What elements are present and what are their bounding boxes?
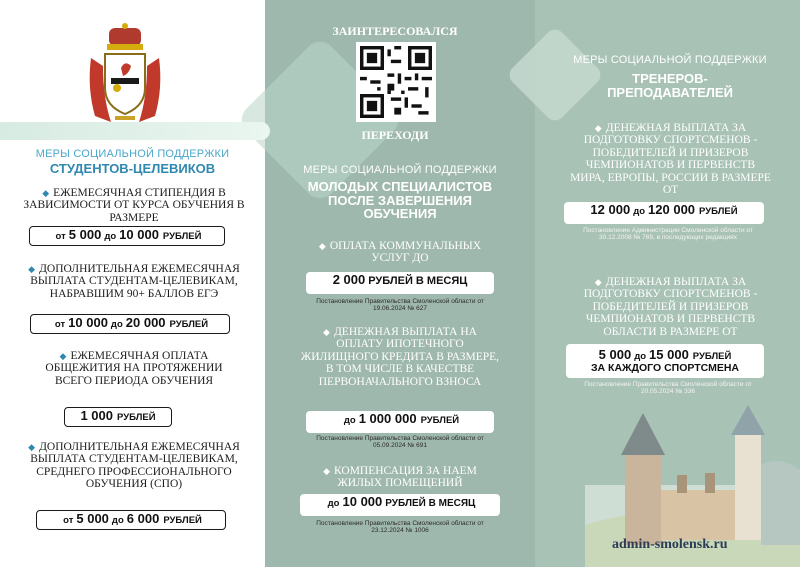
amount-unit: РУБЛЕЙ	[699, 206, 738, 217]
amount-to-word: до	[111, 515, 124, 526]
amount-from-word: от	[55, 231, 66, 242]
item-title-text: ЕЖЕМЕСЯЧНАЯ ОПЛАТА ОБЩЕЖИТИЯ НА ПРОТЯЖЕНИИ ВСЕГО ПЕРИОДА ОБУЧЕНИЯ	[45, 350, 223, 387]
amount-value: 1 000 000	[358, 411, 417, 426]
amount-from-word: от	[54, 319, 66, 330]
item-title-text: ДЕНЕЖНАЯ ВЫПЛАТА ЗА ПОДГОТОВКУ СПОРТСМЕНОВ - ПОБЕДИТЕЛЕЙ И ПРИЗЕРОВ ЧЕМПИОНАТОВ И ПЕРВЕНСТВ ОБЛАСТИ В РАЗМЕРЕ ОТ	[583, 276, 758, 338]
amount-to: 15 000	[649, 346, 689, 362]
amount-unit: РУБЛЕЙ	[420, 415, 460, 426]
middle-item-1-title	[300, 240, 500, 265]
amount-range-row	[599, 348, 732, 363]
amount-unit: РУБЛЕЙ	[692, 350, 732, 362]
middle-item-3-amount	[300, 494, 500, 516]
amount-from: 5 000	[598, 346, 632, 362]
item-title-text: ДЕНЕЖНАЯ ВЫПЛАТА НА ОПЛАТУ ИПОТЕЧНОГО ЖИЛИЩНОГО КРЕДИТА В РАЗМЕРЕ, В ТОМ ЧИСЛЕ В КАЧЕСТВЕ ПЕРВОНАЧАЛЬНОГО ВЗНОСА	[300, 326, 500, 388]
middle-section-title: МОЛОДЫХ СПЕЦИАЛИСТОВ ПОСЛЕ ЗАВЕРШЕНИЯ ОБУЧЕНИЯ	[307, 179, 493, 222]
diamond-bullet-icon: ◆	[28, 442, 36, 452]
middle-item-1-note: Постановление Правительства Смоленской области от 19.06.2024 № 627	[316, 298, 484, 313]
left-item-1-title	[20, 187, 248, 224]
amount-to: 20 000	[125, 315, 166, 330]
smolensk-coat-of-arms-logo	[85, 18, 165, 126]
diamond-bullet-icon: ◆	[594, 277, 602, 287]
right-item-1-note: Постановление Администрации Смоленской области от 30.12.2008 № 769, в последующих редакциях	[583, 227, 753, 242]
item-title-text: ДЕНЕЖНАЯ ВЫПЛАТА ЗА ПОДГОТОВКУ СПОРТСМЕНОВ - ПОБЕДИТЕЛЕЙ И ПРИЗЕРОВ ЧЕМПИОНАТОВ И ПЕРВЕНСТВ МИРА, ЕВРОПЫ, РОССИИ В РАЗМЕРЕ ОТ	[570, 122, 771, 197]
left-section-kicker: МЕРЫ СОЦИАЛЬНОЙ ПОДДЕРЖКИ	[35, 148, 230, 160]
right-section-title: ТРЕНЕРОВ-ПРЕПОДАВАТЕЛЕЙ	[607, 71, 733, 100]
left-item-3-amount	[64, 407, 172, 427]
qr-code[interactable]	[356, 42, 436, 122]
left-item-2-amount	[30, 314, 230, 334]
amount-to-word: до	[633, 206, 646, 217]
left-section-title: СТУДЕНТОВ-ЦЕЛЕВИКОВ	[49, 161, 216, 176]
amount-unit: РУБЛЕЙ В МЕСЯЦ	[385, 498, 476, 509]
left-item-3-title	[40, 350, 228, 387]
right-item-1-title	[568, 122, 773, 196]
amount-from: 5 000	[68, 227, 102, 242]
diamond-bullet-icon: ◆	[28, 264, 36, 274]
middle-item-2-note: Постановление Правительства Смоленской области от 05.09.2024 № 691	[316, 435, 484, 450]
right-section-kicker: МЕРЫ СОЦИАЛЬНОЙ ПОДДЕРЖКИ	[573, 54, 767, 66]
diamond-bullet-icon: ◆	[323, 327, 330, 337]
middle-item-2-amount	[306, 411, 494, 433]
site-watermark: admin-smolensk.ru	[612, 537, 728, 552]
diamond-bullet-icon: ◆	[42, 188, 50, 198]
amount-to-word: до	[634, 350, 647, 362]
amount-unit: РУБЛЕЙ	[162, 231, 202, 242]
amount-value: 2 000	[332, 272, 366, 287]
item-title-text: ДОПОЛНИТЕЛЬНАЯ ЕЖЕМЕСЯЧНАЯ ВЫПЛАТА СТУДЕНТАМ-ЦЕЛЕВИКАМ, СРЕДНЕГО ПРОФЕССИОНАЛЬНОГО ОБУЧЕНИЯ (СПО)	[30, 441, 240, 491]
amount-prefix: до	[343, 415, 356, 426]
item-title-text: ДОПОЛНИТЕЛЬНАЯ ЕЖЕМЕСЯЧНАЯ ВЫПЛАТА СТУДЕНТАМ-ЦЕЛЕВИКАМ, НАБРАВШИМ 90+ БАЛЛОВ ЕГЭ	[30, 263, 240, 300]
diamond-bullet-icon: ◆	[318, 241, 326, 251]
amount-prefix: до	[327, 498, 340, 509]
amount-to: 10 000	[119, 227, 159, 242]
amount-from: 12 000	[590, 202, 631, 217]
right-item-2-title	[568, 276, 773, 338]
amount-unit: РУБЛЕЙ	[117, 412, 156, 423]
left-item-1-amount	[29, 226, 225, 246]
left-item-2-title	[24, 263, 244, 300]
amount-to-word: до	[104, 231, 117, 242]
right-item-1-amount	[564, 202, 764, 224]
middle-section-kicker: МЕРЫ СОЦИАЛЬНОЙ ПОДДЕРЖКИ	[303, 164, 497, 176]
amount-unit: РУБЛЕЙ	[163, 515, 202, 526]
right-item-2-note: Постановление Правительства Смоленской области от 20.05.2024 № 336	[584, 381, 752, 396]
left-item-4-amount	[36, 510, 226, 530]
amount-to: 120 000	[648, 202, 696, 217]
diamond-bullet-icon: ◆	[323, 466, 330, 476]
amount-to: 6 000	[126, 511, 160, 526]
amount-unit: РУБЛЕЙ	[169, 319, 209, 330]
qr-caption-top: ЗАИНТЕРЕСОВАЛСЯ	[332, 24, 458, 38]
middle-item-3-title	[304, 465, 496, 490]
diamond-bullet-icon: ◆	[594, 123, 602, 133]
qr-caption-bottom: ПЕРЕХОДИ	[361, 128, 429, 142]
middle-item-1-amount	[306, 272, 494, 294]
item-title-text: ОПЛАТА КОММУНАЛЬНЫХ УСЛУГ ДО	[329, 240, 482, 265]
middle-item-3-note: Постановление Правительства Смоленской области от 23.12.2024 № 1006	[316, 520, 484, 535]
item-title-text: КОМПЕНСАЦИЯ ЗА НАЕМ ЖИЛЫХ ПОМЕЩЕНИЙ	[334, 465, 477, 490]
middle-item-2-title	[300, 326, 500, 388]
diamond-bullet-icon: ◆	[59, 351, 67, 361]
amount-to-word: до	[110, 319, 123, 330]
amount-value: 1 000	[80, 408, 113, 423]
amount-note-line: ЗА КАЖДОГО СПОРТСМЕНА	[590, 362, 740, 375]
amount-from: 5 000	[76, 511, 109, 526]
qr-code-icon	[360, 46, 432, 118]
amount-unit: РУБЛЕЙ В МЕСЯЦ	[368, 275, 468, 287]
left-item-4-title	[18, 441, 250, 491]
amount-value: 10 000	[342, 494, 383, 509]
amount-from-word: от	[63, 515, 74, 526]
right-item-2-amount	[566, 344, 764, 378]
amount-from: 10 000	[68, 315, 108, 330]
item-title-text: ЕЖЕМЕСЯЧНАЯ СТИПЕНДИЯ В ЗАВИСИМОСТИ ОТ КУРСА ОБУЧЕНИЯ В РАЗМЕРЕ	[23, 187, 245, 224]
